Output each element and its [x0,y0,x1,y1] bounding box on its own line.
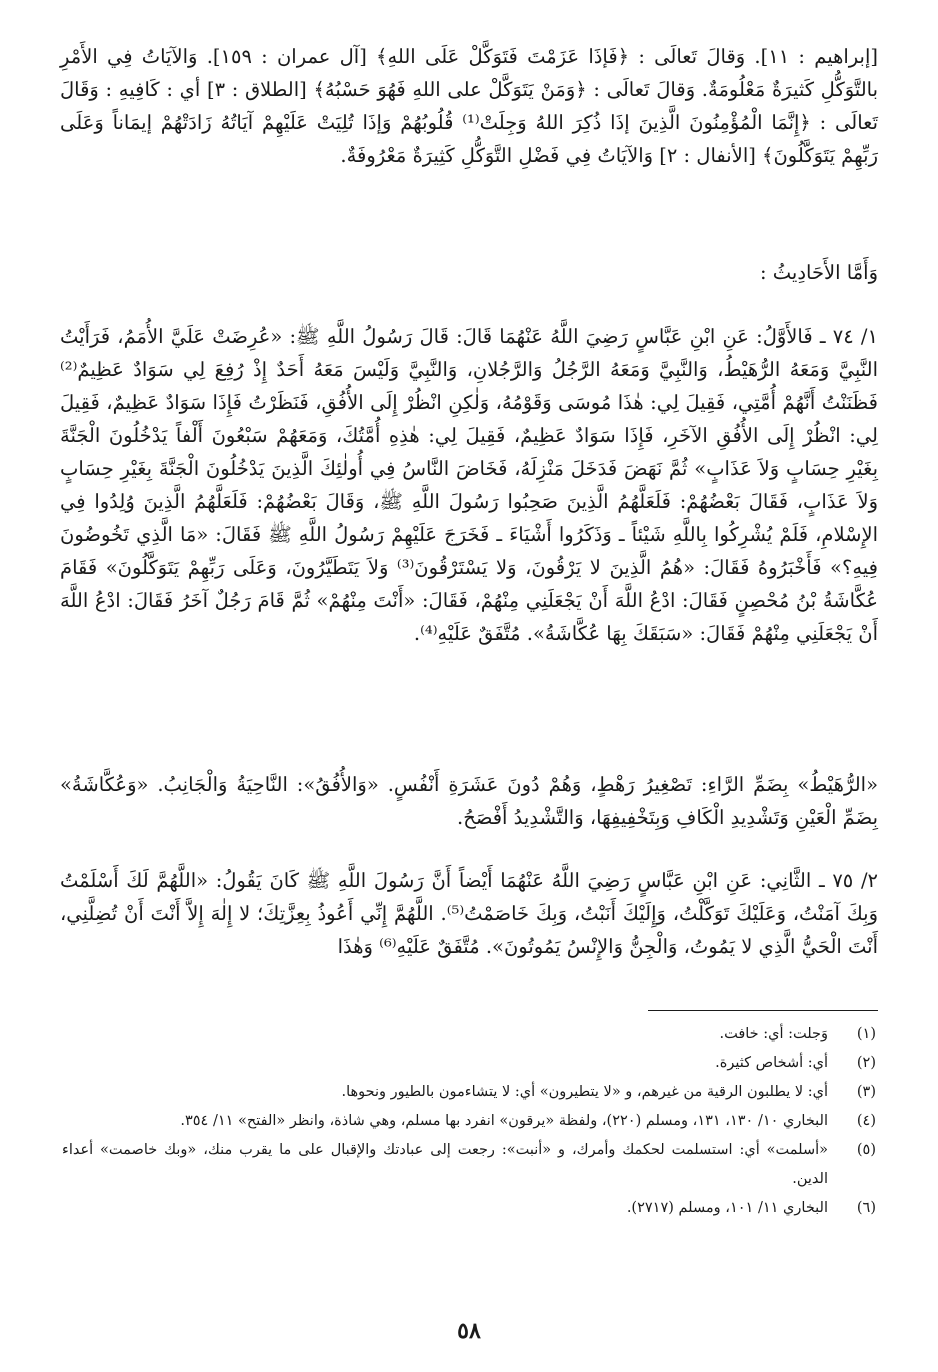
footnote [62,1107,876,1136]
footnote [62,1020,876,1049]
footnote-divider [648,1010,878,1011]
hadith-75-paragraph: ٢/ ٧٥ ـ الثَّانِي: عَنِ ابْنِ عَبَّاسٍ رَضِيَ اللَّهُ عَنْهُمَا أَيْضاً أَنَّ رَسُولَ اللَّهِ ﷺ كَانَ يَقُولُ: «اللَّهُمَّ لَكَ أَسْلَمْتُ وَبِكَ آمَنْتُ، وَعَلَيْكَ تَوَكَّلْتُ، وَإِلَيْكَ أَنَبْتُ، وَبِكَ خَاصَمْتُ⁽⁵⁾. اللَّهُمَّ إِنِّي أَعُوذُ بِعِزَّتِكَ؛ لا إِلٰهَ إِلاَّ أَنْتَ أَنْ تُضِلَّنِي، أَنْتَ الْحَيُّ الَّذِي لا يَمُوتُ، وَالْجِنُّ وَالإِنْسُ يَمُوتُونَ». مُتَّفَقٌ عَلَيْهِ⁽⁶⁾ وَهٰذَا [60,869,878,958]
footnote-text: وَجلت: أي: خافت. [719,1026,828,1042]
footnote-number: (٥) [856,1142,876,1158]
footnote-number: (١) [856,1026,876,1042]
hadith-74-paragraph: ١/ ٧٤ ـ فَالأَوَّلُ: عَنِ ابْنِ عَبَّاسٍ رَضِيَ اللَّهُ عَنْهُمَا قَالَ: قَالَ رَسُولُ اللَّهِ ﷺ: «عُرِضَتْ عَلَيَّ الأُمَمُ، فَرَأَيْتُ النَّبِيَّ وَمَعَهُ الرُّهَيْطُ، وَالنَّبِيَّ وَمَعَهُ الرَّجُلُ وَالرَّجُلانِ، وَالنَّبِيَّ وَلَيْسَ مَعَهُ أَحَدٌ إِذْ رُفِعَ لِي سَوَادٌ عَظِيمٌ⁽²⁾ فَظَنَنْتُ أَنَّهُمْ أُمَّتِي، فَقِيلَ لِي: هٰذَا مُوسَى وَقَوْمُهُ، وَلٰكِنِ انْظُرْ إِلَى الأُفُقِ، فَنَظَرْتُ فَإِذَا سَوَادٌ عَظِيمٌ، فَقِيلَ لِي: انْظُرْ إِلَى الأُفُقِ الآخَرِ، فَإِذَا سَوَادٌ عَظِيمٌ، فَقِيلَ لِي: هٰذِهِ أُمَّتُكَ، وَمَعَهُمْ سَبْعُونَ أَلْفاً يَدْخُلُونَ الْجَنَّةَ بِغَيْرِ حِسَابٍ وَلاَ عَذَابٍ» ثُمَّ نَهَضَ فَدَخَلَ مَنْزِلَهُ، فَخَاضَ النَّاسُ فِي أُولٰئِكَ الَّذِينَ يَدْخُلُونَ الْجَنَّةَ بِغَيْرِ حِسَابٍ وَلاَ عَذَابٍ، فَقَالَ بَعْضُهُمْ: فَلَعَلَّهُمُ الَّذِينَ صَحِبُوا رَسُولَ اللَّهِ ﷺ، وَقَالَ بَعْضُهُمْ: فَلَعَلَّهُمُ الَّذِينَ وُلِدُوا فِي الإِسْلامِ، فَلَمْ يُشْرِكُوا بِاللَّهِ شَيْئاً ـ وَذَكَرُوا أَشْيَاءَ ـ فَخَرَجَ عَلَيْهِمْ رَسُولُ اللَّهِ ﷺ فَقَالَ: «مَا الَّذِي تَخُوضُونَ فِيهِ؟» فَأَخْبَرُوهُ فَقَالَ: «هُمُ الَّذِينَ لا يَرْقُونَ، وَلا يَسْتَرْقُونَ⁽³⁾ وَلاَ يَتَطَيَّرُونَ، وَعَلَى رَبِّهِمْ يَتَوَكَّلُونَ» فَقَامَ عُكَّاشَةُ بْنُ مُحْصِنٍ فَقَالَ: ادْعُ اللَّهَ أَنْ يَجْعَلَنِي مِنْهُمْ، فَقَالَ: «أَنْتَ مِنْهُمْ» ثُمَّ قَامَ رَجُلٌ آخَرُ فَقَالَ: ادْعُ اللَّهَ أَنْ يَجْعَلَنِي مِنْهُمْ فَقَالَ: «سَبَقَكَ بِهَا عُكَّاشَةُ». مُتَّفَقٌ عَلَيْهِ⁽⁴⁾. [60,325,878,645]
footnote [62,1078,876,1107]
footnote [62,1136,876,1194]
footnote-text: البخاري ١٠/ ١٣٠، ١٣١، ومسلم (٢٢٠)، ولفظة «يرقون» انفرد بها مسلم، وهي شاذة، وانظر «الفتح» ١١/ ٣٥٤. [180,1113,828,1129]
footnote-text: أي: لا يطلبون الرقية من غيرهم، و «لا يتطيرون» أي: لا يتشاءمون بالطيور ونحوها. [341,1084,828,1100]
verses-paragraph: [إبراهيم : ١١]. وَقالَ تَعالَى : ﴿فَإذَا عَزَمْتَ فَتَوَكَّلْ عَلَى اللهِ﴾ [آل عمران : ١٥٩]. وَالآيَاتُ فِي الأَمْرِ بالتَّوَكُّلِ كَثيرَةٌ مَعْلُومَةٌ. وَقالَ تَعالَى : ﴿وَمَنْ يَتَوَكَّلْ على اللهِ فَهُوَ حَسْبُهُ﴾ [الطلاق : ٣] أي : كَافِيهِ : وَقَالَ تَعالَى : ﴿إِنَّمَا الْمُؤْمِنُونَ الَّذِينَ إذَا ذُكِرَ اللهُ وَجِلَتْ⁽¹⁾ قُلُوبُهُمْ وَإذَا تُلِيَتْ عَلَيْهِمْ آيَاتُهُ زَادَتْهُمْ إيمَاناً وَعَلَى رَبِّهِمْ يَتَوَكَّلُونَ﴾ [الأنفال : ٢] وَالآيَاتُ فِي فَضْلِ التَّوَكُّلِ كَثِيرَةٌ مَعْرُوفَةٌ. [60,45,879,167]
footnote-text: أي: أشخاص كثيرة. [715,1055,828,1071]
glossary-paragraph: «الرُّهَيْطُ» بِضَمِّ الرَّاءِ: تَصْغِيرُ رَهْطٍ، وَهُمْ دُونَ عَشَرَةِ أَنْفُسٍ. «وَالأُفُقُ»: النَّاحِيَةُ وَالْجَانِبُ. «وَعُكَّاشَةُ» بِضَمِّ الْعَيْنِ وَتَشْدِيدِ الْكَافِ وَبِتَخْفِيفِهَا، وَالتَّشْدِيدُ أَفْصَحُ. [60,773,878,829]
footnote-number: (٤) [856,1113,876,1129]
footnote-number: (٦) [856,1200,876,1216]
footnote [62,1049,876,1078]
footnote-text: البخاري ١١/ ١٠١، ومسلم (٢٧١٧). [626,1200,828,1216]
page-number: ٥٨ [457,1318,481,1344]
hadith-section-heading: وَأَمَّا الأَحَادِيثُ : [760,261,878,284]
footnote [62,1194,876,1223]
footnote-number: (٣) [856,1084,876,1100]
footnotes [62,1020,876,1223]
footnote-text: «أسلمت» أي: استسلمت لحكمك وأمرك، و «أنبت»: رجعت إلى عبادتك والإقبال على ما يقرب منك، «وبك خاصمت» أعداء الدين. [62,1142,828,1187]
footnote-number: (٢) [856,1055,876,1071]
